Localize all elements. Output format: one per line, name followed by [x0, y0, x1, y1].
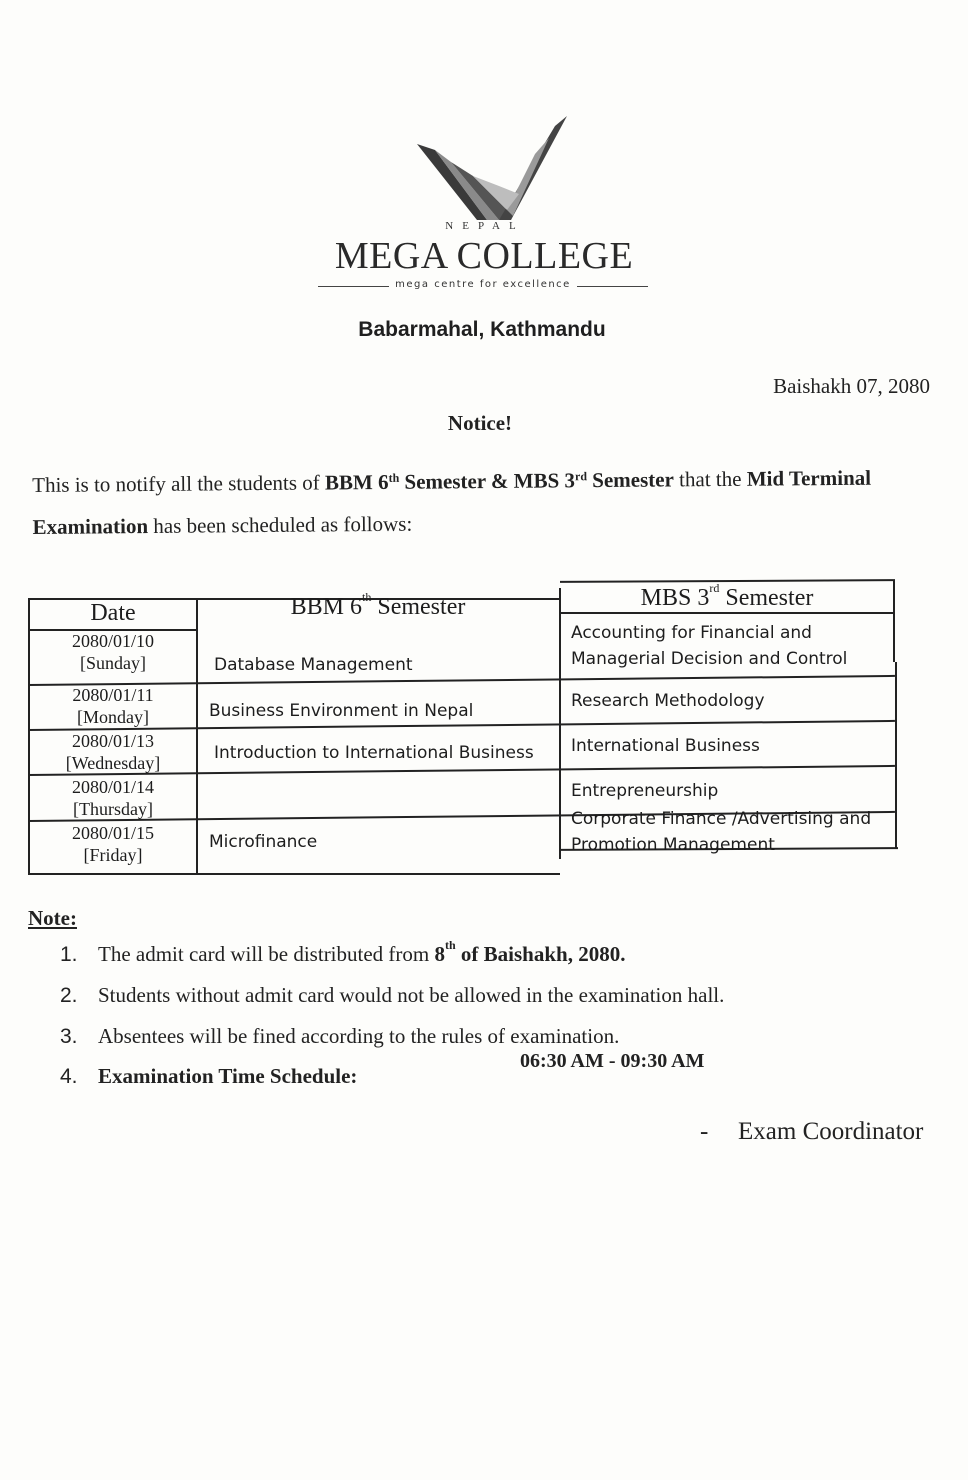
list-item: 1. The admit card will be distributed from 8th of Baishakh, 2080. — [60, 938, 626, 966]
table-cell-bbm: Introduction to International Business — [214, 743, 534, 763]
table-cell-mbs: Entrepreneurship — [571, 781, 719, 801]
table-cell-mbs: Research Methodology — [571, 691, 765, 711]
intro-exam-name: Mid Terminal Examination — [32, 465, 872, 539]
table-cell-mbs: International Business — [571, 736, 760, 756]
notice-date: Baishakh 07, 2080 — [773, 374, 930, 398]
list-item: 2. Students without admit card would not be allowed in the examination hall. — [60, 983, 725, 1007]
table-cell-mbs: Accounting for Financial and Managerial Decision and Control — [571, 623, 848, 669]
college-logo — [415, 112, 575, 232]
college-address: Babarmahal, Kathmandu — [358, 318, 606, 341]
header-bbm: BBM 6th Semester — [290, 590, 466, 620]
table-cell-bbm: Business Environment in Nepal — [209, 701, 474, 721]
header-date: Date — [90, 600, 136, 626]
table-cell-mbs: Corporate Finance /Advertising and Promotion Management — [571, 809, 872, 855]
table-row-date: 2080/01/15 [Friday] — [71, 823, 154, 865]
signoff-title: Exam Coordinator — [738, 1118, 924, 1145]
table-cell-bbm: Database Management — [214, 655, 413, 675]
intro-paragraph: This is to notify all the students of BBM 6th Semester & MBS 3rd Semester that the Mid Terminal Examination has been scheduled as follows: — [32, 465, 872, 539]
college-name: MEGA COLLEGE — [334, 235, 634, 277]
exam-schedule-table — [28, 580, 900, 875]
table-row-date: 2080/01/13 [Wednesday] — [65, 731, 161, 773]
table-cell-bbm: Microfinance — [209, 832, 318, 852]
intro-bbm: BBM 6th Semester & MBS 3rd Semester — [324, 467, 674, 495]
exam-time: 06:30 AM - 09:30 AM — [520, 1050, 705, 1072]
table-row-date: 2080/01/11 [Monday] — [72, 685, 154, 727]
list-item: 4. Examination Time Schedule: — [60, 1064, 358, 1088]
signoff: - Exam Coordinator — [700, 1118, 924, 1145]
logo-country: NEPAL — [445, 220, 525, 232]
tagline-row — [318, 279, 648, 293]
table-row-date: 2080/01/14 [Thursday] — [71, 777, 154, 819]
header-mbs: MBS 3rd Semester — [640, 581, 814, 611]
table-row-date: 2080/01/10 [Sunday] — [71, 631, 154, 673]
list-item: 3. Absentees will be fined according to the rules of examination. — [60, 1024, 620, 1048]
notice-title: Notice! — [447, 411, 513, 435]
note-title: Note: — [28, 906, 77, 930]
tagline: mega centre for excellence — [389, 279, 577, 290]
intro-text: This is to notify all the students of — [32, 470, 326, 497]
